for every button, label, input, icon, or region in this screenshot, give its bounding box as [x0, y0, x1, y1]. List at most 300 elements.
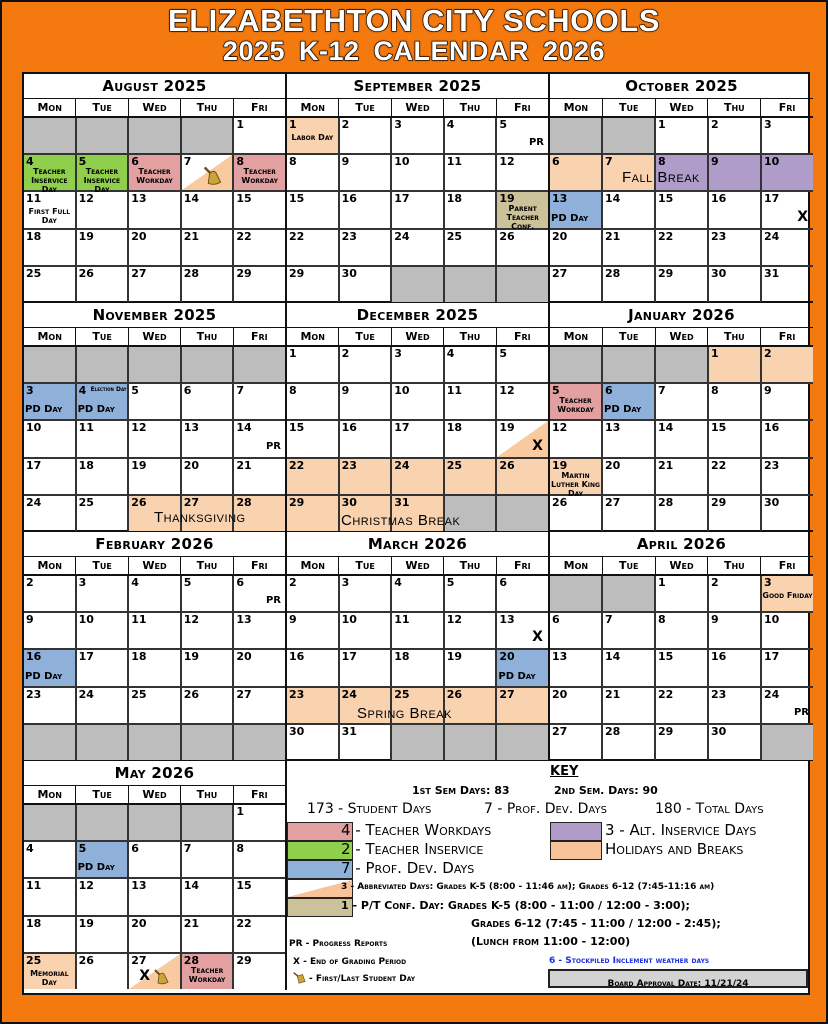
day-cell — [709, 576, 762, 611]
day-cell — [709, 267, 762, 302]
week-row — [550, 496, 813, 531]
day-number: 9 — [764, 384, 772, 398]
day-number: 24 — [78, 687, 94, 701]
day-annotation: Martin Luther King Day — [551, 470, 600, 498]
day-number: 19 — [446, 650, 463, 664]
day-number: 24 — [764, 229, 780, 243]
legend-alt-inservice: 3 - Alt. Inservice Days — [605, 821, 757, 839]
day-number: 29 — [236, 266, 252, 280]
day-number: 9 — [341, 155, 350, 169]
day-cell — [182, 192, 235, 227]
day-cell — [445, 650, 498, 685]
day-number: 1 — [289, 347, 297, 360]
day-cell — [129, 842, 182, 877]
day-cell — [129, 879, 182, 914]
day-number: 9 — [711, 155, 719, 169]
day-number: 28 — [658, 495, 674, 509]
day-cell — [24, 879, 77, 914]
end-grading-period-marker: X — [532, 629, 543, 646]
week-row — [24, 576, 285, 613]
day-number: 23 — [711, 229, 727, 243]
day-cell — [550, 688, 603, 723]
day-cell — [497, 650, 548, 685]
week-row — [550, 650, 813, 687]
day-cell — [603, 650, 656, 685]
day-cell — [182, 459, 235, 494]
day-number: 15 — [236, 192, 252, 206]
day-cell — [392, 347, 445, 382]
week-row — [287, 118, 548, 155]
day-number: 4 — [446, 118, 455, 131]
week-row — [287, 267, 548, 302]
day-cell — [550, 230, 603, 265]
day-annotation: Memorial Day — [30, 968, 69, 987]
weekday-header-row — [24, 557, 285, 576]
week-row — [550, 118, 813, 155]
day-cell — [234, 421, 285, 456]
day-number: 16 — [764, 421, 780, 435]
weekday-label: Tue — [603, 557, 656, 574]
day-annotation: Teacher Workday — [241, 167, 278, 186]
day-cell — [129, 459, 182, 494]
day-number: 8 — [236, 842, 245, 856]
day-number: 15 — [289, 421, 305, 435]
empty-day-cell — [234, 347, 285, 382]
day-cell — [497, 118, 548, 153]
day-cell — [77, 576, 130, 611]
day-number: 20 — [131, 229, 147, 243]
weekday-label: Thu — [708, 557, 761, 574]
day-number: 7 — [605, 155, 613, 169]
day-cell — [182, 842, 235, 877]
day-number: 19 — [78, 229, 94, 243]
day-cell — [77, 650, 130, 685]
day-number: 17 — [764, 192, 780, 206]
day-cell — [445, 192, 498, 227]
empty-day-cell — [77, 725, 130, 760]
day-cell — [340, 230, 393, 265]
day-cell — [603, 496, 656, 531]
empty-day-cell — [24, 805, 77, 840]
day-number: 12 — [446, 613, 463, 627]
day-number: 23 — [341, 458, 357, 472]
week-row — [550, 267, 813, 302]
weekday-label: Fri — [514, 330, 531, 343]
day-number: 5 — [499, 118, 508, 131]
day-number: 12 — [183, 613, 200, 627]
weeks — [24, 805, 285, 989]
day-cell — [709, 725, 762, 760]
day-number: 17 — [394, 421, 410, 435]
weekday-label: Mon — [287, 557, 339, 574]
day-cell — [340, 118, 393, 153]
progress-report-marker: PR — [793, 706, 809, 718]
day-cell — [234, 267, 285, 302]
day-number: 25 — [394, 687, 410, 701]
day-number: 7 — [605, 613, 613, 627]
day-cell — [340, 576, 393, 611]
pd-day-label: PD Day — [551, 212, 589, 224]
day-number: 21 — [605, 229, 621, 243]
weekday-header-row — [550, 99, 813, 118]
day-annotation: Teacher Workday — [188, 965, 226, 984]
day-number: 29 — [658, 724, 674, 738]
day-cell — [24, 459, 77, 494]
weekday-label: Mon — [24, 786, 76, 803]
day-cell — [287, 459, 340, 494]
day-cell — [603, 267, 656, 302]
week-row — [24, 384, 285, 421]
key-title: KEY — [550, 764, 579, 779]
day-cell — [603, 688, 656, 723]
day-number: 24 — [394, 458, 410, 472]
empty-day-cell — [445, 267, 498, 302]
day-number: 21 — [658, 458, 674, 472]
day-cell — [762, 613, 813, 648]
day-cell — [709, 155, 762, 190]
day-cell — [340, 650, 393, 685]
week-row — [24, 421, 285, 458]
day-number: 10 — [394, 155, 410, 169]
day-number: 9 — [289, 613, 297, 627]
day-number: 14 — [605, 192, 621, 206]
day-cell — [234, 384, 285, 419]
day-cell — [77, 192, 130, 227]
first-semester-days: 1st Sem Days: 83 — [412, 784, 510, 797]
day-cell — [129, 688, 182, 723]
day-number: 7 — [183, 155, 192, 169]
empty-day-cell — [77, 118, 130, 153]
day-cell — [287, 613, 340, 648]
day-number: 6 — [131, 155, 139, 169]
day-number: 3 — [341, 576, 350, 589]
day-cell — [550, 725, 603, 760]
day-number: 26 — [552, 495, 568, 509]
day-cell — [234, 954, 285, 989]
day-number: 8 — [236, 155, 245, 169]
day-number: 19 — [499, 192, 515, 206]
day-number: 24 — [394, 229, 410, 243]
empty-day-cell — [762, 725, 813, 760]
day-cell — [182, 267, 235, 302]
day-cell — [77, 459, 130, 494]
day-cell — [709, 650, 762, 685]
day-cell — [762, 650, 813, 685]
day-number: 20 — [552, 229, 568, 243]
day-number: 28 — [183, 953, 200, 967]
calendar-year-title: 2025 K-12 CALENDAR 2026 — [222, 36, 606, 66]
weekday-label: Wed — [392, 99, 444, 116]
week-row — [24, 192, 285, 229]
day-cell — [392, 459, 445, 494]
weekday-label: Fri — [251, 559, 268, 572]
day-cell — [24, 155, 77, 195]
day-cell — [709, 384, 762, 419]
week-row — [550, 384, 813, 421]
day-cell — [287, 230, 340, 265]
month-title: March 2026 — [287, 532, 548, 557]
day-number: 28 — [183, 266, 200, 280]
pd-day-label: PD Day — [77, 404, 115, 416]
day-number: 10 — [394, 384, 410, 398]
weekday-label: Thu — [444, 328, 496, 345]
day-cell — [182, 954, 235, 989]
day-cell — [445, 155, 498, 190]
weekday-label: Wed — [656, 99, 709, 116]
day-cell — [392, 613, 445, 648]
day-cell — [497, 688, 548, 723]
day-number: 1 — [658, 576, 666, 589]
day-cell — [182, 384, 235, 419]
day-cell — [287, 688, 340, 723]
month-title: February 2026 — [24, 532, 285, 557]
weekday-label: Tue — [76, 557, 128, 574]
day-cell — [77, 954, 130, 989]
day-cell — [287, 496, 340, 531]
day-number: 22 — [711, 458, 727, 472]
day-cell — [234, 230, 285, 265]
day-cell — [24, 954, 77, 989]
weekday-label: Wed — [392, 328, 444, 345]
day-cell — [24, 230, 77, 265]
day-cell — [603, 230, 656, 265]
day-cell — [656, 118, 709, 153]
day-number: 7 — [658, 384, 666, 398]
weeks — [24, 118, 285, 302]
weekday-label: Wed — [129, 328, 181, 345]
weekday-label: Tue — [76, 99, 128, 116]
weekday-header-row — [287, 557, 548, 576]
legend-pt-conf-lunch: (Lunch from 11:00 - 12:00) — [471, 935, 631, 948]
day-number: 9 — [26, 613, 34, 627]
empty-day-cell — [77, 347, 130, 382]
day-number: 8 — [711, 384, 719, 398]
day-number: 4 — [394, 576, 402, 589]
empty-day-cell — [234, 725, 285, 760]
weekday-label: Thu — [181, 557, 233, 574]
day-number: 11 — [446, 155, 463, 169]
day-annotation: Teacher Inservice Day — [83, 167, 121, 195]
weekday-label: Thu — [708, 328, 761, 345]
day-number: 22 — [289, 229, 305, 243]
week-row — [287, 347, 548, 384]
pd-day-label: PD Day — [604, 404, 642, 416]
end-grading-period-marker: X — [139, 968, 150, 985]
day-cell — [550, 496, 603, 531]
week-row — [24, 842, 285, 879]
day-number: 11 — [26, 879, 42, 893]
empty-day-cell — [497, 725, 548, 760]
pd-day-label: PD Day — [498, 670, 536, 682]
day-annotation: Labor Day — [291, 133, 334, 142]
week-row — [24, 459, 285, 496]
day-number: 24 — [341, 687, 357, 701]
week-row — [287, 725, 548, 760]
empty-day-cell — [24, 347, 77, 382]
day-number: 2 — [711, 576, 719, 589]
day-number: 10 — [764, 613, 780, 627]
day-number: 5 — [446, 576, 455, 589]
empty-day-cell — [129, 118, 182, 153]
day-cell — [656, 192, 709, 227]
day-cell — [77, 917, 130, 952]
day-number: 10 — [78, 613, 94, 627]
day-cell — [603, 459, 656, 494]
day-number: 2 — [289, 576, 297, 589]
day-number: 13 — [131, 879, 147, 893]
week-row — [24, 917, 285, 954]
day-cell — [762, 267, 813, 302]
week-row — [287, 613, 548, 650]
day-cell — [24, 613, 77, 648]
day-number: 10 — [764, 155, 780, 169]
day-cell — [392, 192, 445, 227]
weeks — [550, 347, 813, 531]
day-cell — [234, 118, 285, 153]
day-number: 7 — [236, 384, 245, 398]
weekday-header-row — [550, 557, 813, 576]
day-number: 11 — [394, 613, 410, 627]
day-number: 30 — [764, 495, 780, 509]
legend-abbreviated-days: 3 - Abbreviated Days: Grades K-5 (8:00 - 11:46 am); Grades 6-12 (7:45-11:16 am) — [341, 882, 715, 892]
pd-day-label: PD Day — [77, 862, 115, 874]
day-number: 16 — [341, 421, 357, 435]
day-number: 8 — [289, 155, 297, 169]
stockpiled-days: 6 - Stockpiled Inclement weather days — [549, 956, 710, 966]
day-number: 26 — [78, 266, 94, 280]
empty-day-cell — [656, 347, 709, 382]
day-cell — [182, 650, 235, 685]
day-number: 11 — [131, 613, 147, 627]
day-cell — [287, 118, 340, 153]
day-number: 18 — [26, 916, 42, 930]
day-cell — [182, 613, 235, 648]
school-name-title: ELIZABETHTON CITY SCHOOLS — [168, 3, 660, 38]
weeks — [550, 576, 813, 760]
day-cell — [656, 267, 709, 302]
week-row — [287, 192, 548, 232]
day-number: 16 — [289, 650, 305, 664]
month-title: October 2025 — [550, 74, 813, 99]
day-number: 18 — [446, 192, 463, 206]
weekday-label: Thu — [444, 557, 496, 574]
day-cell — [762, 459, 813, 494]
day-number: 3 — [26, 384, 34, 398]
day-number: 1 — [236, 118, 245, 131]
week-row — [287, 650, 548, 687]
day-cell — [603, 725, 656, 760]
day-cell — [497, 192, 548, 232]
day-number: 6 — [605, 384, 613, 398]
day-cell — [762, 155, 813, 190]
empty-day-cell — [129, 725, 182, 760]
day-cell — [550, 421, 603, 456]
day-cell — [603, 421, 656, 456]
empty-day-cell — [392, 267, 445, 302]
day-number: 15 — [289, 192, 305, 206]
day-number: 24 — [26, 495, 42, 509]
day-cell — [287, 155, 340, 190]
day-cell — [709, 421, 762, 456]
weekday-label: Mon — [24, 99, 76, 116]
weekday-header-row — [287, 99, 548, 118]
second-semester-days: 2nd Sem. Days: 90 — [554, 784, 658, 797]
month-april-2026 — [550, 532, 813, 761]
day-number: 26 — [78, 953, 94, 967]
day-cell — [287, 421, 340, 456]
day-cell — [77, 384, 130, 419]
total-days: 180 - Total Days — [655, 801, 764, 817]
day-number: 3 — [764, 118, 772, 131]
day-number: 22 — [236, 916, 252, 930]
week-row — [24, 954, 285, 989]
day-number: 11 — [26, 192, 42, 206]
day-number: 22 — [658, 229, 674, 243]
month-september-2025 — [287, 74, 550, 303]
weeks — [24, 347, 285, 531]
empty-day-cell — [24, 118, 77, 153]
day-cell — [445, 118, 498, 153]
empty-day-cell — [24, 725, 77, 760]
weekday-header-row — [550, 328, 813, 347]
month-october-2025 — [550, 74, 813, 303]
day-number: 17 — [394, 192, 410, 206]
day-cell — [709, 688, 762, 723]
weekday-label: Fri — [778, 101, 796, 114]
weekday-label: Mon — [287, 99, 339, 116]
weekday-label: Fri — [514, 101, 531, 114]
day-cell — [762, 384, 813, 419]
day-number: 2 — [764, 347, 772, 360]
day-cell — [340, 421, 393, 456]
day-annotation: First Full Day — [28, 207, 71, 226]
day-number: 12 — [131, 421, 147, 435]
day-cell — [497, 155, 548, 190]
weekday-header-row — [24, 786, 285, 805]
empty-day-cell — [77, 805, 130, 840]
empty-day-cell — [445, 725, 498, 760]
week-row — [24, 725, 285, 760]
day-number: 21 — [183, 229, 200, 243]
day-cell — [287, 650, 340, 685]
prof-dev-days-total: 7 - Prof. Dev. Days — [484, 801, 607, 817]
week-row — [24, 805, 285, 842]
weekday-label: Fri — [251, 101, 268, 114]
weekday-label: Wed — [656, 328, 709, 345]
month-november-2025 — [24, 303, 287, 532]
day-cell — [129, 384, 182, 419]
day-cell — [445, 384, 498, 419]
day-number: 28 — [236, 495, 252, 509]
day-number: 23 — [711, 687, 727, 701]
day-number: 20 — [131, 916, 147, 930]
day-number: 6 — [183, 384, 192, 398]
day-cell — [656, 230, 709, 265]
day-annotation: Teacher Inservice Day — [31, 167, 68, 195]
day-number: 13 — [499, 613, 515, 627]
weekday-label: Tue — [76, 328, 128, 345]
day-cell — [77, 688, 130, 723]
day-number: 19 — [552, 458, 568, 472]
day-cell — [287, 347, 340, 382]
day-number: 15 — [236, 879, 252, 893]
day-cell — [340, 267, 393, 302]
weekday-label: Thu — [181, 786, 233, 803]
day-cell — [392, 155, 445, 190]
day-number: 30 — [289, 724, 305, 738]
week-row — [287, 155, 548, 192]
day-cell — [762, 576, 813, 611]
